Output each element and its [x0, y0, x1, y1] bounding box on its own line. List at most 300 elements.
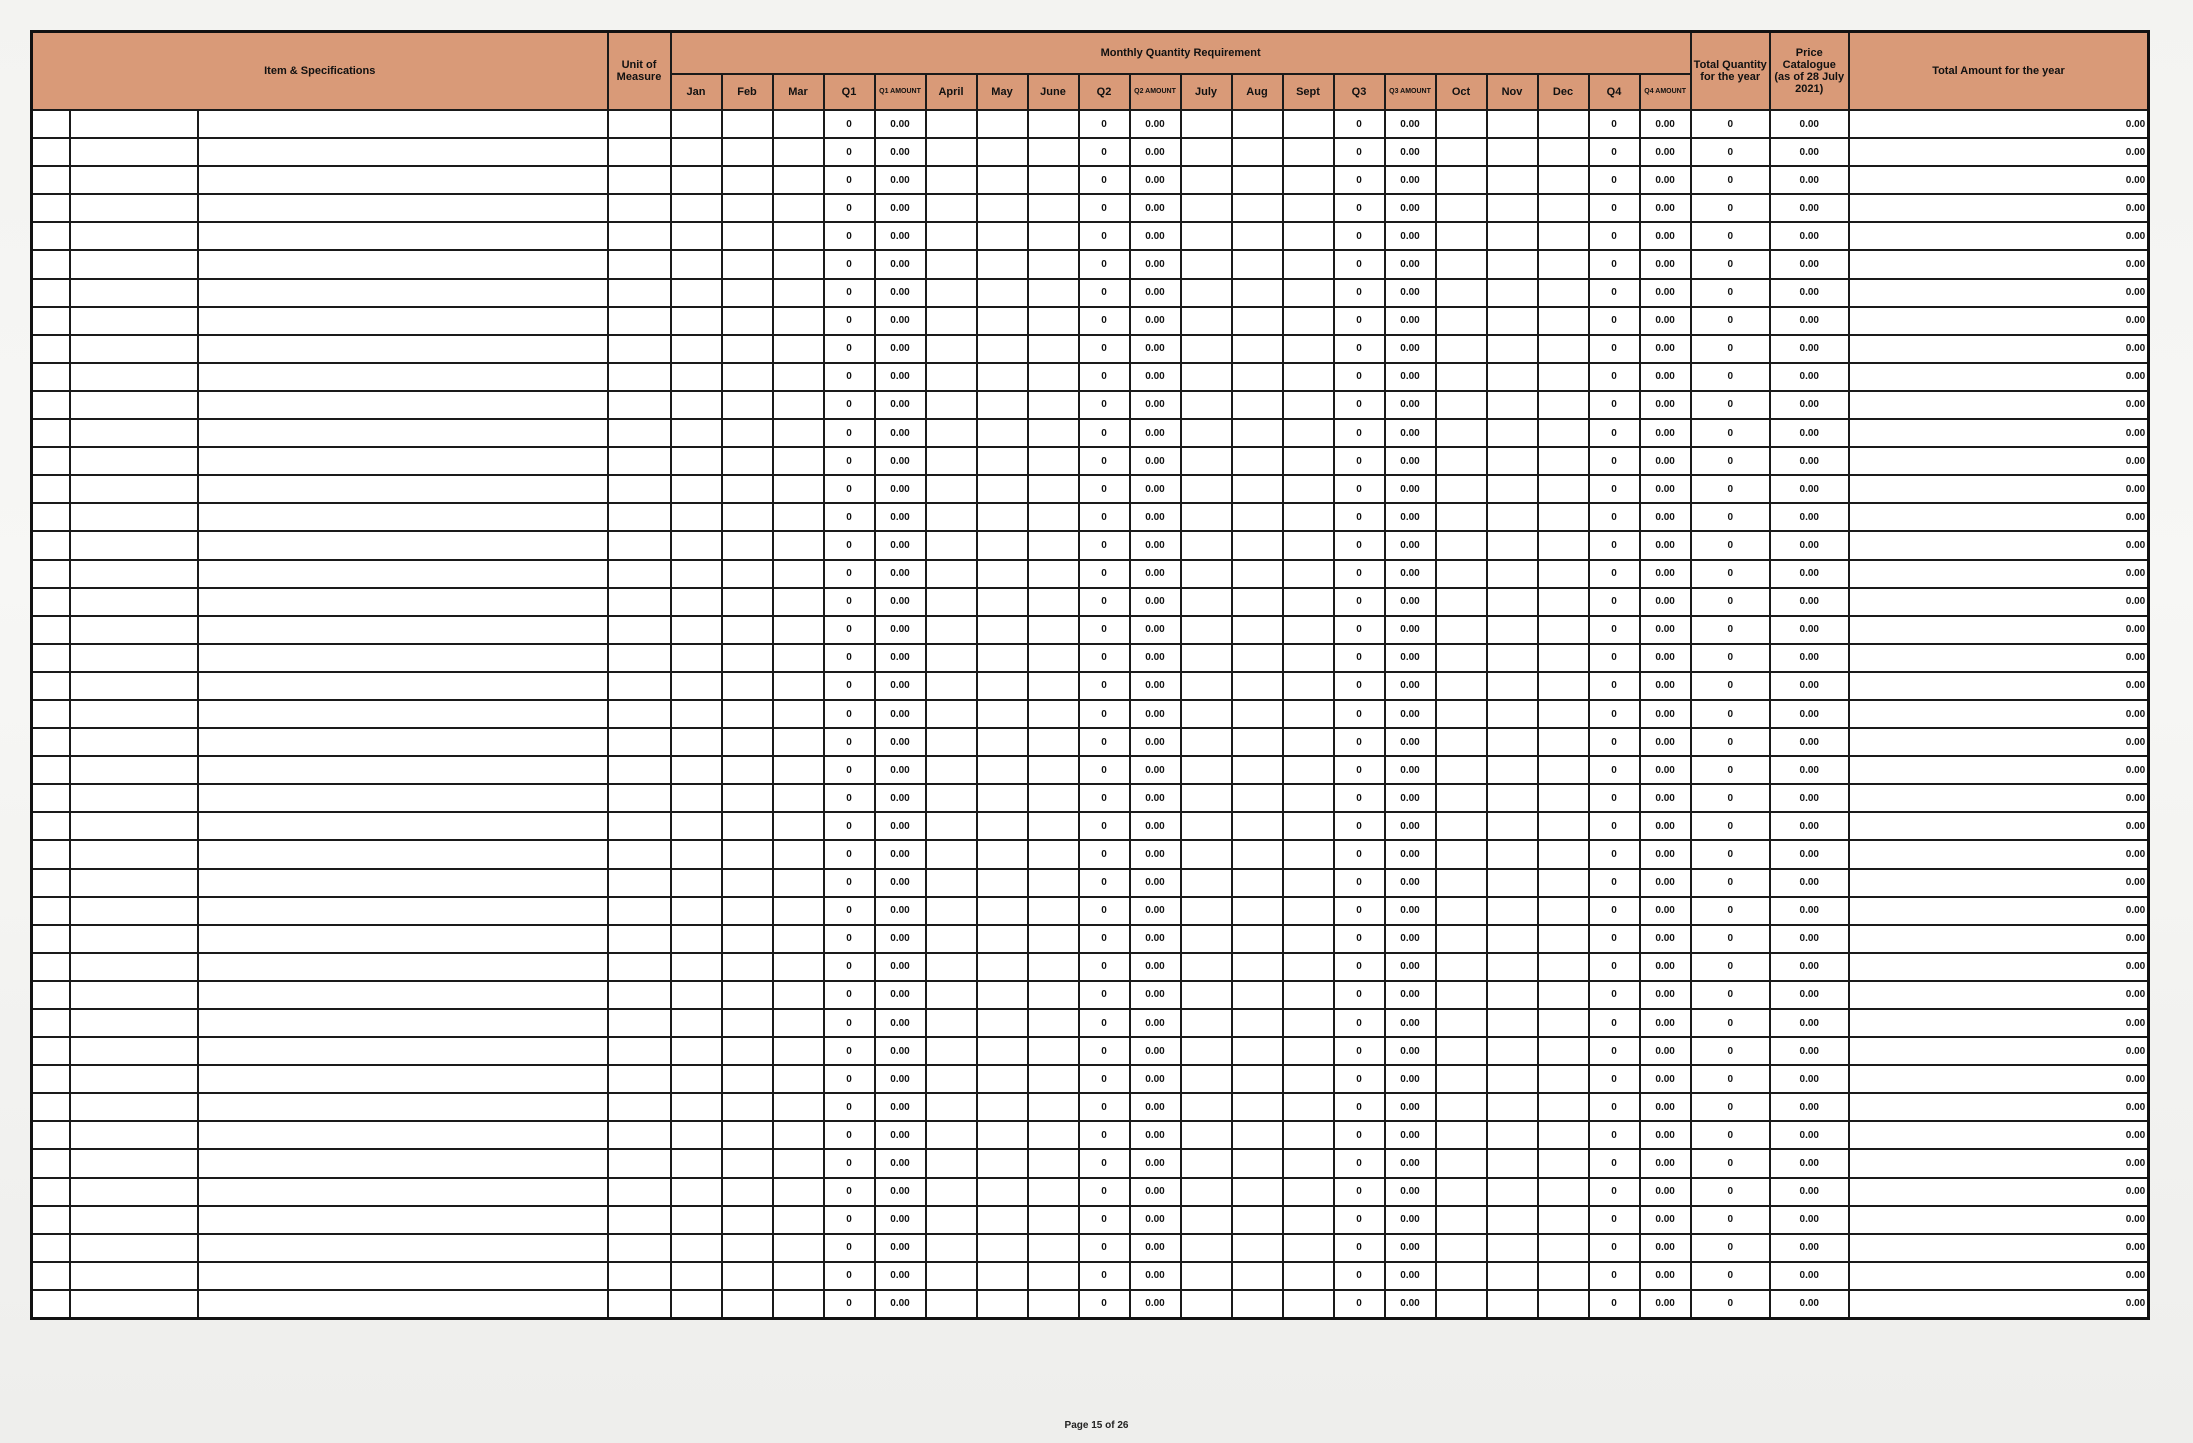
month-qty-cell[interactable] — [1436, 1009, 1487, 1037]
row-number-cell[interactable] — [32, 1121, 70, 1149]
month-qty-cell[interactable] — [773, 700, 824, 728]
month-qty-cell[interactable] — [1181, 307, 1232, 335]
row-number-cell[interactable] — [32, 784, 70, 812]
item-spec-cell[interactable] — [198, 1149, 608, 1177]
item-spec-cell[interactable] — [198, 250, 608, 278]
month-qty-cell[interactable] — [773, 869, 824, 897]
month-qty-cell[interactable] — [1181, 391, 1232, 419]
month-qty-cell[interactable] — [1181, 812, 1232, 840]
item-code-cell[interactable] — [70, 1290, 198, 1319]
month-qty-cell[interactable] — [1232, 1234, 1283, 1262]
month-qty-cell[interactable] — [773, 1121, 824, 1149]
month-qty-cell[interactable] — [977, 1234, 1028, 1262]
month-qty-cell[interactable] — [926, 560, 977, 588]
month-qty-cell[interactable] — [1283, 1206, 1334, 1234]
month-qty-cell[interactable] — [722, 531, 773, 559]
month-qty-cell[interactable] — [1436, 391, 1487, 419]
month-qty-cell[interactable] — [1538, 391, 1589, 419]
item-spec-cell[interactable] — [198, 363, 608, 391]
month-qty-cell[interactable] — [926, 447, 977, 475]
unit-cell[interactable] — [608, 616, 671, 644]
month-qty-cell[interactable] — [1028, 588, 1079, 616]
month-qty-cell[interactable] — [1436, 1065, 1487, 1093]
month-qty-cell[interactable] — [1181, 1234, 1232, 1262]
month-qty-cell[interactable] — [1487, 700, 1538, 728]
month-qty-cell[interactable] — [926, 1149, 977, 1177]
month-qty-cell[interactable] — [1283, 307, 1334, 335]
month-qty-cell[interactable] — [773, 644, 824, 672]
unit-cell[interactable] — [608, 166, 671, 194]
month-qty-cell[interactable] — [1283, 475, 1334, 503]
month-qty-cell[interactable] — [977, 700, 1028, 728]
month-qty-cell[interactable] — [1028, 503, 1079, 531]
month-qty-cell[interactable] — [1283, 531, 1334, 559]
month-qty-cell[interactable] — [773, 503, 824, 531]
month-qty-cell[interactable] — [977, 475, 1028, 503]
month-qty-cell[interactable] — [1487, 1009, 1538, 1037]
row-number-cell[interactable] — [32, 1178, 70, 1206]
month-qty-cell[interactable] — [1181, 644, 1232, 672]
month-qty-cell[interactable] — [977, 1065, 1028, 1093]
month-qty-cell[interactable] — [977, 335, 1028, 363]
month-qty-cell[interactable] — [773, 1037, 824, 1065]
month-qty-cell[interactable] — [1232, 560, 1283, 588]
month-qty-cell[interactable] — [671, 138, 722, 166]
month-qty-cell[interactable] — [1028, 250, 1079, 278]
month-qty-cell[interactable] — [773, 812, 824, 840]
row-number-cell[interactable] — [32, 531, 70, 559]
item-spec-cell[interactable] — [198, 784, 608, 812]
row-number-cell[interactable] — [32, 419, 70, 447]
month-qty-cell[interactable] — [1436, 1178, 1487, 1206]
month-qty-cell[interactable] — [722, 728, 773, 756]
month-qty-cell[interactable] — [1232, 503, 1283, 531]
month-qty-cell[interactable] — [722, 953, 773, 981]
month-qty-cell[interactable] — [1028, 644, 1079, 672]
month-qty-cell[interactable] — [671, 222, 722, 250]
month-qty-cell[interactable] — [977, 166, 1028, 194]
month-qty-cell[interactable] — [926, 1206, 977, 1234]
month-qty-cell[interactable] — [1283, 616, 1334, 644]
month-qty-cell[interactable] — [722, 1262, 773, 1290]
month-qty-cell[interactable] — [1436, 784, 1487, 812]
month-qty-cell[interactable] — [1436, 475, 1487, 503]
row-number-cell[interactable] — [32, 897, 70, 925]
month-qty-cell[interactable] — [722, 391, 773, 419]
month-qty-cell[interactable] — [1487, 363, 1538, 391]
month-qty-cell[interactable] — [1436, 869, 1487, 897]
month-qty-cell[interactable] — [1028, 531, 1079, 559]
row-number-cell[interactable] — [32, 728, 70, 756]
month-qty-cell[interactable] — [671, 840, 722, 868]
month-qty-cell[interactable] — [1028, 279, 1079, 307]
month-qty-cell[interactable] — [926, 194, 977, 222]
month-qty-cell[interactable] — [1487, 1234, 1538, 1262]
month-qty-cell[interactable] — [773, 475, 824, 503]
item-code-cell[interactable] — [70, 307, 198, 335]
item-code-cell[interactable] — [70, 812, 198, 840]
month-qty-cell[interactable] — [1028, 1149, 1079, 1177]
month-qty-cell[interactable] — [1181, 897, 1232, 925]
month-qty-cell[interactable] — [1538, 1206, 1589, 1234]
month-qty-cell[interactable] — [1028, 1178, 1079, 1206]
month-qty-cell[interactable] — [773, 447, 824, 475]
month-qty-cell[interactable] — [671, 1206, 722, 1234]
row-number-cell[interactable] — [32, 925, 70, 953]
month-qty-cell[interactable] — [977, 784, 1028, 812]
month-qty-cell[interactable] — [926, 391, 977, 419]
month-qty-cell[interactable] — [1283, 560, 1334, 588]
month-qty-cell[interactable] — [1436, 728, 1487, 756]
month-qty-cell[interactable] — [1232, 419, 1283, 447]
month-qty-cell[interactable] — [773, 250, 824, 278]
month-qty-cell[interactable] — [722, 925, 773, 953]
month-qty-cell[interactable] — [1436, 1037, 1487, 1065]
month-qty-cell[interactable] — [1538, 644, 1589, 672]
month-qty-cell[interactable] — [1232, 644, 1283, 672]
month-qty-cell[interactable] — [1232, 194, 1283, 222]
month-qty-cell[interactable] — [1232, 1206, 1283, 1234]
month-qty-cell[interactable] — [773, 166, 824, 194]
month-qty-cell[interactable] — [1283, 644, 1334, 672]
item-spec-cell[interactable] — [198, 700, 608, 728]
month-qty-cell[interactable] — [722, 419, 773, 447]
month-qty-cell[interactable] — [1181, 728, 1232, 756]
unit-cell[interactable] — [608, 1121, 671, 1149]
row-number-cell[interactable] — [32, 560, 70, 588]
month-qty-cell[interactable] — [926, 981, 977, 1009]
month-qty-cell[interactable] — [1283, 756, 1334, 784]
month-qty-cell[interactable] — [977, 1149, 1028, 1177]
item-spec-cell[interactable] — [198, 475, 608, 503]
month-qty-cell[interactable] — [1487, 447, 1538, 475]
month-qty-cell[interactable] — [1028, 307, 1079, 335]
month-qty-cell[interactable] — [1181, 784, 1232, 812]
month-qty-cell[interactable] — [1436, 307, 1487, 335]
month-qty-cell[interactable] — [1283, 728, 1334, 756]
month-qty-cell[interactable] — [1487, 728, 1538, 756]
month-qty-cell[interactable] — [722, 672, 773, 700]
month-qty-cell[interactable] — [1028, 1065, 1079, 1093]
month-qty-cell[interactable] — [926, 840, 977, 868]
item-code-cell[interactable] — [70, 475, 198, 503]
month-qty-cell[interactable] — [773, 335, 824, 363]
month-qty-cell[interactable] — [1436, 110, 1487, 138]
month-qty-cell[interactable] — [1181, 166, 1232, 194]
month-qty-cell[interactable] — [926, 110, 977, 138]
unit-cell[interactable] — [608, 784, 671, 812]
month-qty-cell[interactable] — [1232, 616, 1283, 644]
month-qty-cell[interactable] — [671, 279, 722, 307]
month-qty-cell[interactable] — [1181, 250, 1232, 278]
unit-cell[interactable] — [608, 1234, 671, 1262]
row-number-cell[interactable] — [32, 1206, 70, 1234]
item-spec-cell[interactable] — [198, 110, 608, 138]
month-qty-cell[interactable] — [773, 531, 824, 559]
month-qty-cell[interactable] — [1487, 138, 1538, 166]
month-qty-cell[interactable] — [1028, 1009, 1079, 1037]
row-number-cell[interactable] — [32, 250, 70, 278]
item-code-cell[interactable] — [70, 250, 198, 278]
month-qty-cell[interactable] — [1283, 503, 1334, 531]
month-qty-cell[interactable] — [1181, 672, 1232, 700]
month-qty-cell[interactable] — [1181, 363, 1232, 391]
month-qty-cell[interactable] — [722, 363, 773, 391]
month-qty-cell[interactable] — [1232, 981, 1283, 1009]
month-qty-cell[interactable] — [977, 981, 1028, 1009]
month-qty-cell[interactable] — [1283, 672, 1334, 700]
month-qty-cell[interactable] — [926, 1178, 977, 1206]
month-qty-cell[interactable] — [1232, 110, 1283, 138]
month-qty-cell[interactable] — [1028, 869, 1079, 897]
month-qty-cell[interactable] — [977, 307, 1028, 335]
item-spec-cell[interactable] — [198, 728, 608, 756]
item-spec-cell[interactable] — [198, 531, 608, 559]
month-qty-cell[interactable] — [926, 531, 977, 559]
month-qty-cell[interactable] — [671, 812, 722, 840]
month-qty-cell[interactable] — [1283, 953, 1334, 981]
month-qty-cell[interactable] — [977, 110, 1028, 138]
month-qty-cell[interactable] — [977, 279, 1028, 307]
month-qty-cell[interactable] — [671, 953, 722, 981]
month-qty-cell[interactable] — [1232, 1093, 1283, 1121]
month-qty-cell[interactable] — [773, 588, 824, 616]
month-qty-cell[interactable] — [1028, 756, 1079, 784]
month-qty-cell[interactable] — [1181, 1178, 1232, 1206]
row-number-cell[interactable] — [32, 672, 70, 700]
month-qty-cell[interactable] — [1487, 1290, 1538, 1319]
month-qty-cell[interactable] — [1487, 222, 1538, 250]
month-qty-cell[interactable] — [1181, 616, 1232, 644]
month-qty-cell[interactable] — [1283, 1009, 1334, 1037]
month-qty-cell[interactable] — [977, 616, 1028, 644]
item-code-cell[interactable] — [70, 644, 198, 672]
month-qty-cell[interactable] — [1232, 784, 1283, 812]
month-qty-cell[interactable] — [1487, 1093, 1538, 1121]
month-qty-cell[interactable] — [1538, 560, 1589, 588]
month-qty-cell[interactable] — [1538, 1037, 1589, 1065]
month-qty-cell[interactable] — [1487, 981, 1538, 1009]
month-qty-cell[interactable] — [977, 812, 1028, 840]
item-code-cell[interactable] — [70, 1065, 198, 1093]
month-qty-cell[interactable] — [1181, 560, 1232, 588]
month-qty-cell[interactable] — [1436, 925, 1487, 953]
month-qty-cell[interactable] — [722, 166, 773, 194]
month-qty-cell[interactable] — [1028, 138, 1079, 166]
item-code-cell[interactable] — [70, 925, 198, 953]
item-code-cell[interactable] — [70, 588, 198, 616]
month-qty-cell[interactable] — [722, 784, 773, 812]
row-number-cell[interactable] — [32, 812, 70, 840]
month-qty-cell[interactable] — [1538, 475, 1589, 503]
month-qty-cell[interactable] — [1283, 1037, 1334, 1065]
month-qty-cell[interactable] — [1283, 222, 1334, 250]
month-qty-cell[interactable] — [722, 897, 773, 925]
month-qty-cell[interactable] — [1181, 279, 1232, 307]
month-qty-cell[interactable] — [1028, 616, 1079, 644]
month-qty-cell[interactable] — [1283, 335, 1334, 363]
item-spec-cell[interactable] — [198, 812, 608, 840]
month-qty-cell[interactable] — [1487, 503, 1538, 531]
month-qty-cell[interactable] — [977, 953, 1028, 981]
month-qty-cell[interactable] — [977, 1290, 1028, 1319]
month-qty-cell[interactable] — [1538, 1149, 1589, 1177]
item-code-cell[interactable] — [70, 1149, 198, 1177]
month-qty-cell[interactable] — [926, 222, 977, 250]
item-code-cell[interactable] — [70, 1093, 198, 1121]
month-qty-cell[interactable] — [1181, 840, 1232, 868]
item-code-cell[interactable] — [70, 1037, 198, 1065]
month-qty-cell[interactable] — [977, 840, 1028, 868]
item-spec-cell[interactable] — [198, 166, 608, 194]
month-qty-cell[interactable] — [1232, 728, 1283, 756]
month-qty-cell[interactable] — [926, 279, 977, 307]
month-qty-cell[interactable] — [1538, 279, 1589, 307]
month-qty-cell[interactable] — [1487, 756, 1538, 784]
month-qty-cell[interactable] — [671, 1009, 722, 1037]
row-number-cell[interactable] — [32, 1037, 70, 1065]
month-qty-cell[interactable] — [1181, 531, 1232, 559]
unit-cell[interactable] — [608, 250, 671, 278]
month-qty-cell[interactable] — [1028, 391, 1079, 419]
month-qty-cell[interactable] — [1436, 1290, 1487, 1319]
month-qty-cell[interactable] — [773, 1262, 824, 1290]
item-code-cell[interactable] — [70, 840, 198, 868]
unit-cell[interactable] — [608, 1206, 671, 1234]
month-qty-cell[interactable] — [773, 138, 824, 166]
month-qty-cell[interactable] — [1028, 335, 1079, 363]
row-number-cell[interactable] — [32, 700, 70, 728]
month-qty-cell[interactable] — [1538, 728, 1589, 756]
month-qty-cell[interactable] — [1181, 447, 1232, 475]
month-qty-cell[interactable] — [1181, 588, 1232, 616]
month-qty-cell[interactable] — [1436, 1149, 1487, 1177]
unit-cell[interactable] — [608, 110, 671, 138]
month-qty-cell[interactable] — [1436, 335, 1487, 363]
item-code-cell[interactable] — [70, 616, 198, 644]
month-qty-cell[interactable] — [722, 1009, 773, 1037]
item-spec-cell[interactable] — [198, 644, 608, 672]
item-spec-cell[interactable] — [198, 503, 608, 531]
month-qty-cell[interactable] — [1283, 812, 1334, 840]
row-number-cell[interactable] — [32, 222, 70, 250]
month-qty-cell[interactable] — [1232, 335, 1283, 363]
month-qty-cell[interactable] — [977, 869, 1028, 897]
month-qty-cell[interactable] — [926, 953, 977, 981]
month-qty-cell[interactable] — [773, 756, 824, 784]
month-qty-cell[interactable] — [1181, 1009, 1232, 1037]
month-qty-cell[interactable] — [977, 1037, 1028, 1065]
month-qty-cell[interactable] — [1538, 1178, 1589, 1206]
month-qty-cell[interactable] — [722, 475, 773, 503]
month-qty-cell[interactable] — [1028, 925, 1079, 953]
item-spec-cell[interactable] — [198, 925, 608, 953]
month-qty-cell[interactable] — [977, 588, 1028, 616]
unit-cell[interactable] — [608, 279, 671, 307]
unit-cell[interactable] — [608, 391, 671, 419]
row-number-cell[interactable] — [32, 110, 70, 138]
unit-cell[interactable] — [608, 1262, 671, 1290]
month-qty-cell[interactable] — [1487, 925, 1538, 953]
month-qty-cell[interactable] — [671, 335, 722, 363]
item-code-cell[interactable] — [70, 672, 198, 700]
item-code-cell[interactable] — [70, 503, 198, 531]
item-code-cell[interactable] — [70, 419, 198, 447]
month-qty-cell[interactable] — [671, 784, 722, 812]
row-number-cell[interactable] — [32, 1234, 70, 1262]
month-qty-cell[interactable] — [1538, 588, 1589, 616]
item-spec-cell[interactable] — [198, 194, 608, 222]
month-qty-cell[interactable] — [1283, 1262, 1334, 1290]
month-qty-cell[interactable] — [977, 363, 1028, 391]
month-qty-cell[interactable] — [977, 1206, 1028, 1234]
month-qty-cell[interactable] — [1538, 897, 1589, 925]
month-qty-cell[interactable] — [1283, 588, 1334, 616]
month-qty-cell[interactable] — [1028, 475, 1079, 503]
row-number-cell[interactable] — [32, 363, 70, 391]
month-qty-cell[interactable] — [671, 700, 722, 728]
month-qty-cell[interactable] — [671, 1234, 722, 1262]
month-qty-cell[interactable] — [1028, 897, 1079, 925]
month-qty-cell[interactable] — [1283, 1290, 1334, 1319]
month-qty-cell[interactable] — [1487, 560, 1538, 588]
item-spec-cell[interactable] — [198, 1121, 608, 1149]
item-code-cell[interactable] — [70, 560, 198, 588]
month-qty-cell[interactable] — [1283, 194, 1334, 222]
month-qty-cell[interactable] — [926, 784, 977, 812]
item-spec-cell[interactable] — [198, 419, 608, 447]
row-number-cell[interactable] — [32, 391, 70, 419]
month-qty-cell[interactable] — [1538, 447, 1589, 475]
row-number-cell[interactable] — [32, 981, 70, 1009]
month-qty-cell[interactable] — [671, 1093, 722, 1121]
month-qty-cell[interactable] — [722, 503, 773, 531]
month-qty-cell[interactable] — [977, 194, 1028, 222]
month-qty-cell[interactable] — [1232, 1037, 1283, 1065]
item-spec-cell[interactable] — [198, 840, 608, 868]
month-qty-cell[interactable] — [1487, 1206, 1538, 1234]
month-qty-cell[interactable] — [671, 1262, 722, 1290]
month-qty-cell[interactable] — [1436, 616, 1487, 644]
month-qty-cell[interactable] — [671, 250, 722, 278]
month-qty-cell[interactable] — [926, 616, 977, 644]
month-qty-cell[interactable] — [1436, 812, 1487, 840]
month-qty-cell[interactable] — [1028, 194, 1079, 222]
month-qty-cell[interactable] — [1487, 1262, 1538, 1290]
month-qty-cell[interactable] — [722, 812, 773, 840]
month-qty-cell[interactable] — [1232, 1149, 1283, 1177]
item-code-cell[interactable] — [70, 728, 198, 756]
month-qty-cell[interactable] — [926, 1037, 977, 1065]
month-qty-cell[interactable] — [1436, 897, 1487, 925]
month-qty-cell[interactable] — [1283, 138, 1334, 166]
month-qty-cell[interactable] — [926, 925, 977, 953]
item-code-cell[interactable] — [70, 335, 198, 363]
unit-cell[interactable] — [608, 953, 671, 981]
item-code-cell[interactable] — [70, 1009, 198, 1037]
row-number-cell[interactable] — [32, 279, 70, 307]
row-number-cell[interactable] — [32, 1290, 70, 1319]
month-qty-cell[interactable] — [1028, 222, 1079, 250]
unit-cell[interactable] — [608, 756, 671, 784]
month-qty-cell[interactable] — [1538, 1290, 1589, 1319]
month-qty-cell[interactable] — [671, 672, 722, 700]
month-qty-cell[interactable] — [671, 419, 722, 447]
month-qty-cell[interactable] — [671, 981, 722, 1009]
month-qty-cell[interactable] — [977, 756, 1028, 784]
month-qty-cell[interactable] — [1487, 869, 1538, 897]
month-qty-cell[interactable] — [1487, 1121, 1538, 1149]
